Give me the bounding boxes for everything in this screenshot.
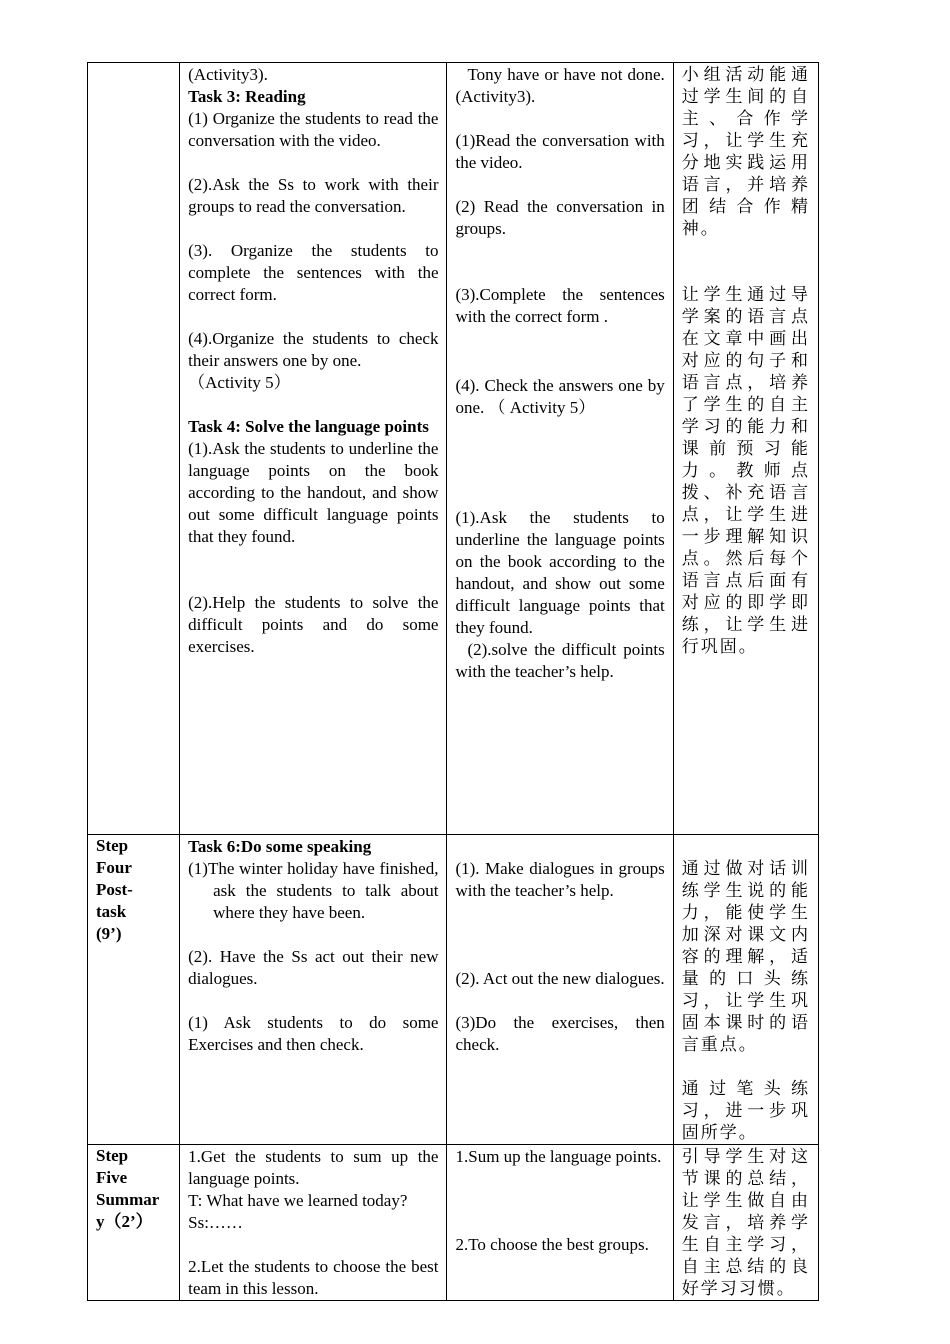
step-label: task (96, 902, 127, 921)
step-label: y（2’） (96, 1212, 153, 1231)
teacher-text: (1)The winter holiday have finished, ask the students to talk about where they have been. (188, 859, 439, 922)
teacher-text: (1).Ask the students to underline the language points on the book according to the handout, and show out some difficult language points that they found. (188, 439, 439, 546)
teacher-text: (2).Ask the Ss to work with their groups to read the conversation. (188, 175, 439, 216)
teacher-text: (2).Help the students to solve the difficult points and do some exercises. (188, 593, 439, 656)
teacher-text: （Activity 5） (188, 373, 291, 392)
teacher-text: Ss:…… (188, 1213, 243, 1232)
student-text: (1)Read the conversation with the video. (455, 131, 665, 172)
table-row-step-five (88, 1145, 819, 1301)
table-row-step-four (88, 835, 819, 1145)
student-activity-cell (447, 835, 673, 1145)
purpose-text: 让学生通过导学案的语言点在文章中画出对应的句子和语言点，培养了学生的自主学习的能力和课前预习能力。教师点拨、补充语言点，让学生进一步理解知识点。然后每个语言点后面有对应的即学即练，让学生进行巩固。 (681, 285, 810, 656)
step-label: Summar (96, 1190, 160, 1209)
teacher-text: 2.Let the students to choose the best team in this lesson. (188, 1257, 439, 1298)
student-activity-cell (447, 63, 673, 835)
student-text: (1). Make dialogues in groups with the teacher’s help. (455, 859, 665, 900)
teacher-activity-cell (180, 63, 447, 835)
teacher-activity-cell (180, 1145, 447, 1301)
step-label: (9’) (96, 924, 122, 943)
purpose-text: 通过做对话训练学生说的能力，能使学生加深对课文内容的理解，适量的口头练习，让学生巩固本课时的语言重点。 (681, 859, 810, 1054)
student-text: 1.Sum up the language points. (455, 1147, 662, 1166)
teacher-text: (Activity3). (188, 65, 268, 84)
task-heading: Task 3: Reading (188, 87, 306, 106)
teacher-text: (1) Ask students to do some Exercises and then check. (188, 1013, 439, 1054)
teacher-text: (1) Organize the students to read the conversation with the video. (188, 109, 439, 150)
step-label: Step (96, 1146, 129, 1165)
student-text: 2.To choose the best groups. (455, 1235, 649, 1254)
teacher-text: (4).Organize the students to check their answers one by one. (188, 329, 439, 370)
purpose-text: 小组活动能通过学生间的自主、合作学习，让学生充分地实践运用语言，并培养团结合作精神。 (681, 65, 810, 238)
table-row-task-reading (88, 63, 819, 835)
purpose-text: 引导学生对这节课的总结，让学生做自由发言，培养学生自主学习，自主总结的良好学习习惯。 (681, 1147, 810, 1298)
student-activity-cell (447, 1145, 673, 1301)
teacher-text: 1.Get the students to sum up the language points. (188, 1147, 439, 1188)
student-text: (3)Do the exercises, then check. (455, 1013, 665, 1054)
teacher-activity-cell (180, 835, 447, 1145)
step-label: Four (96, 858, 132, 877)
purpose-cell (673, 1145, 818, 1301)
teacher-text: (2). Have the Ss act out their new dialogues. (188, 947, 439, 988)
step-cell (88, 1145, 180, 1301)
student-text: (1).Ask the students to underline the language points on the book according to the handout, and show out some difficult language points that they found. (455, 508, 665, 637)
task-heading: Task 6:Do some speaking (188, 837, 372, 856)
teacher-text: T: What have we learned today? (188, 1191, 408, 1210)
lesson-plan-table (87, 62, 819, 1301)
step-label: Five (96, 1168, 128, 1187)
student-text: (2). Act out the new dialogues. (455, 969, 665, 988)
student-text: (3).Complete the sentences with the correct form . (455, 285, 665, 326)
student-text: (4). Check the answers one by one. （ Activity 5） (455, 376, 665, 417)
step-label: Post- (96, 880, 133, 899)
step-label: Step (96, 836, 129, 855)
purpose-cell (673, 63, 818, 835)
student-text: (2) Read the conversation in groups. (455, 197, 665, 238)
student-text: (2).solve the difficult points with the teacher’s help. (455, 640, 665, 681)
step-cell (88, 835, 180, 1145)
teacher-text: (3). Organize the students to complete the sentences with the correct form. (188, 241, 439, 304)
purpose-cell (673, 835, 818, 1145)
student-text: Tony have or have not done. (Activity3). (455, 65, 665, 106)
purpose-text: 通过笔头练习，进一步巩固所学。 (681, 1079, 810, 1142)
task-heading: Task 4: Solve the language points (188, 417, 429, 436)
step-cell-empty (88, 63, 180, 835)
